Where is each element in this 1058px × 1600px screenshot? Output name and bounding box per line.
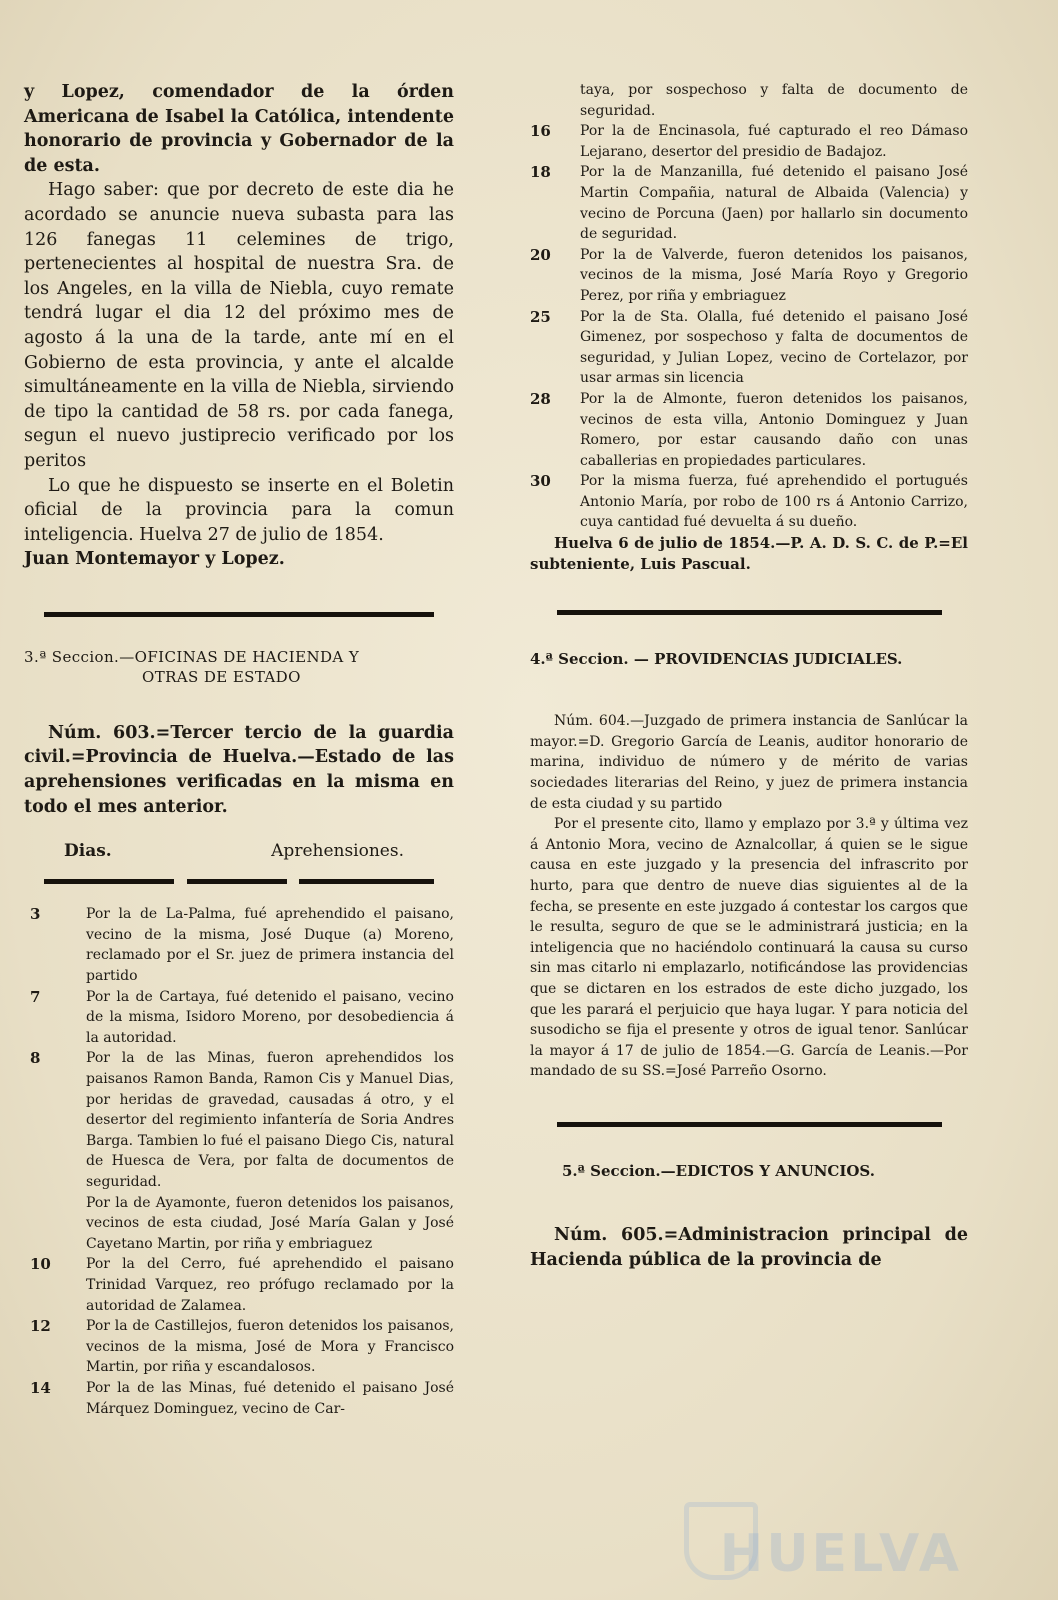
entry-day: 7 — [30, 987, 41, 1006]
section-4-heading: 4.ª Seccion. — PROVIDENCIAS JUDICIALES. — [530, 650, 903, 669]
watermark-text: HUELVA — [719, 1524, 962, 1584]
table-rule — [44, 879, 434, 884]
entry-text: Por la de La-Palma, fué aprehendido el paisano, vecino de la misma, José Duque (a) Moreno, reclamado por el Sr. juez de primera instancia del partido — [86, 906, 454, 985]
apprehension-entry — [24, 904, 454, 986]
entry-text: Por la de Valverde, fueron detenidos los paisanos, vecinos de la misma, José María Royo y Gregorio Perez, por riña y embriaguez — [580, 246, 968, 304]
entry-text: Por la misma fuerza, fué aprehendido el portugués Antonio María, por robo de 100 rs á Antonio Carrizo, cuya cantidad fué devuelta á su dueño. — [580, 473, 968, 531]
entry-text: Por la de Almonte, fueron detenidos los paisanos, vecinos de esta villa, Antonio Dominguez y Juan Romero, por estar causando daño con unas caballerias en propiedades particulares. — [580, 390, 968, 469]
col-header-dias: Dias. — [64, 841, 112, 862]
apprehension-list — [24, 904, 454, 1419]
rule-segment — [187, 879, 287, 884]
rule-segment — [44, 879, 174, 884]
apprehension-entry — [24, 1193, 454, 1255]
entry-day: 20 — [530, 245, 551, 264]
apprehension-entry — [24, 1316, 454, 1378]
entry-day: 10 — [30, 1255, 51, 1274]
section-5-heading: 5.ª Seccion.—EDICTOS Y ANUNCIOS. — [562, 1161, 875, 1180]
rule-segment — [299, 879, 434, 884]
entry-text: taya, por sospechoso y falta de documento de seguridad. — [580, 82, 968, 119]
governor-signature: Juan Montemayor y Lopez. — [24, 549, 285, 570]
section-3-heading-cont: OTRAS DE ESTADO — [142, 667, 301, 686]
right-column — [530, 80, 968, 1272]
entry-text: Por la de las Minas, fueron aprehendidos los paisanos Ramon Banda, Ramon Cis y Manuel Dias, por heridas de gravedad, causadas á otro, y el desertor del regimiento infantería de Soria Andres Barga. Tambien lo fué el paisano Diego Cis, natural de Huesca de Vera, por falta de documentos de seguridad. — [86, 1050, 454, 1190]
entry-day: 14 — [30, 1378, 51, 1397]
report-closing: Huelva 6 de julio de 1854.—P. A. D. S. C. de P.=El subteniente, Luis Pascual. — [530, 534, 968, 573]
entry-day: 16 — [530, 122, 551, 141]
entry-text: Por la de Castillejos, fueron detenidos los paisanos, vecinos de la misma, José de Mora y Francisco Martin, por riña y escandalosos. — [86, 1318, 454, 1376]
apprehension-entry — [24, 1378, 454, 1419]
entry-text: Por la de Sta. Olalla, fué detenido el paisano José Gimenez, por sospechoso y falta de documentos de seguridad, y Julian Lopez, vecino de Cortelazor, por usar armas sin licencia — [580, 308, 968, 387]
entry-text: Por la del Cerro, fué aprehendido el paisano Trinidad Varquez, reo prófugo reclamado por la autoridad de Zalamea. — [86, 1256, 454, 1314]
num-605-heading: Núm. 605.=Administracion principal de Hacienda pública de la provincia de — [530, 1224, 968, 1270]
apprehension-entry — [530, 245, 968, 307]
table-column-headers — [64, 841, 404, 861]
entry-text: Por la de Ayamonte, fueron detenidos los paisanos, vecinos de esta ciudad, José María Galan y José Cayetano Martin, por riña y embriaguez — [86, 1194, 454, 1252]
apprehension-entry — [530, 389, 968, 471]
entry-day: 18 — [530, 163, 551, 182]
entry-day: 28 — [530, 389, 551, 408]
section-3-heading: 3.ª Seccion.—OFICINAS DE HACIENDA Y — [24, 647, 360, 666]
apprehension-entry — [530, 307, 968, 389]
publication-order: Lo que he dispuesto se inserte en el Boletin oficial de la provincia para la comun inteligencia. Huelva 27 de julio de 1854. — [24, 475, 454, 545]
apprehension-entry — [530, 121, 968, 162]
apprehension-entry — [530, 162, 968, 244]
entry-text: Por la de las Minas, fué detenido el paisano José Márquez Dominguez, vecino de Car- — [86, 1379, 454, 1417]
entry-day: 30 — [530, 472, 551, 491]
num-604-heading: Núm. 604.—Juzgado de primera instancia de Sanlúcar la mayor.=D. Gregorio García de Leanis, auditor honorario de marina, individuo de número y de mérito de varias sociedades literarias del Reino, y juez de primera instancia de esta ciudad y su partido — [530, 713, 968, 812]
left-column — [24, 80, 454, 1419]
entry-text: Por la de Encinasola, fué capturado el reo Dámaso Lejarano, desertor del presidio de Badajoz. — [580, 123, 968, 160]
entry-day: 8 — [30, 1049, 41, 1068]
entry-day: 12 — [30, 1317, 51, 1336]
col-header-aprehensiones: Aprehensiones. — [271, 841, 404, 862]
num-603-heading: Núm. 603.=Tercer tercio de la guardia civil.=Provincia de Huelva.—Estado de las aprehensiones verificadas en la misma en todo el mes anterior. — [24, 722, 454, 817]
governor-intro: y Lopez, comendador de la órden Americana de Isabel la Católica, intendente honorario de provincia y Gobernador de la de esta. — [24, 82, 454, 176]
auction-notice: Hago saber: que por decreto de este dia he acordado se anuncie nueva subasta para las 126 fanegas 11 celemines de trigo, pertenecientes al hospital de nuestra Sra. de los Angeles, en la villa de Niebla, cuyo remate tendrá lugar el dia 12 del próximo mes de agosto á la una de la tarde, ante mí en el Gobierno de esta provincia, y ante el alcalde simultáneamente en la villa de Niebla, sirviendo de tipo la cantidad de 58 rs. por cada fanega, segun el nuevo justiprecio verificado por los peritos — [24, 180, 454, 471]
apprehension-entry — [24, 987, 454, 1049]
entry-text: Por la de Manzanilla, fué detenido el paisano José Martin Compañia, natural de Albaida (Valencia) y vecino de Porcuna (Jaen) por hallarlo sin documento de seguridad. — [580, 164, 968, 243]
apprehension-entry — [24, 1254, 454, 1316]
apprehension-entry — [530, 471, 968, 533]
entry-day: 25 — [530, 307, 551, 326]
apprehension-entry — [24, 1048, 454, 1192]
summons-notice: Por el presente cito, llamo y emplazo por 3.ª y última vez á Antonio Mora, vecino de Aznalcollar, á quien se le sigue causa en este juzgado y la presencia del infrascrito por hurto, para que dentro de nueve dias siguientes al de la fecha, se presente en este juzgado á contestar los cargos que le resulta, seguro de que se le administrará justicia; en la inteligencia que no haciéndolo continuará la causa su curso sin mas citarlo ni emplazarlo, notificándose las providencias que se dictaren en los estrados de este dicho juzgado, los que les parará el perjuicio que haya lugar. Y para noticia del susodicho se fija el presente y otros de igual tenor. Sanlúcar la mayor á 17 de julio de 1854.—G. García de Leanis.—Por mandado de su SS.=José Parreño Osorno. — [530, 816, 968, 1080]
entry-text: Por la de Cartaya, fué detenido el paisano, vecino de la misma, Isidoro Moreno, por desobediencia á la autoridad. — [86, 988, 454, 1046]
apprehension-entry-continued — [530, 80, 968, 121]
entry-day: 3 — [30, 905, 41, 924]
